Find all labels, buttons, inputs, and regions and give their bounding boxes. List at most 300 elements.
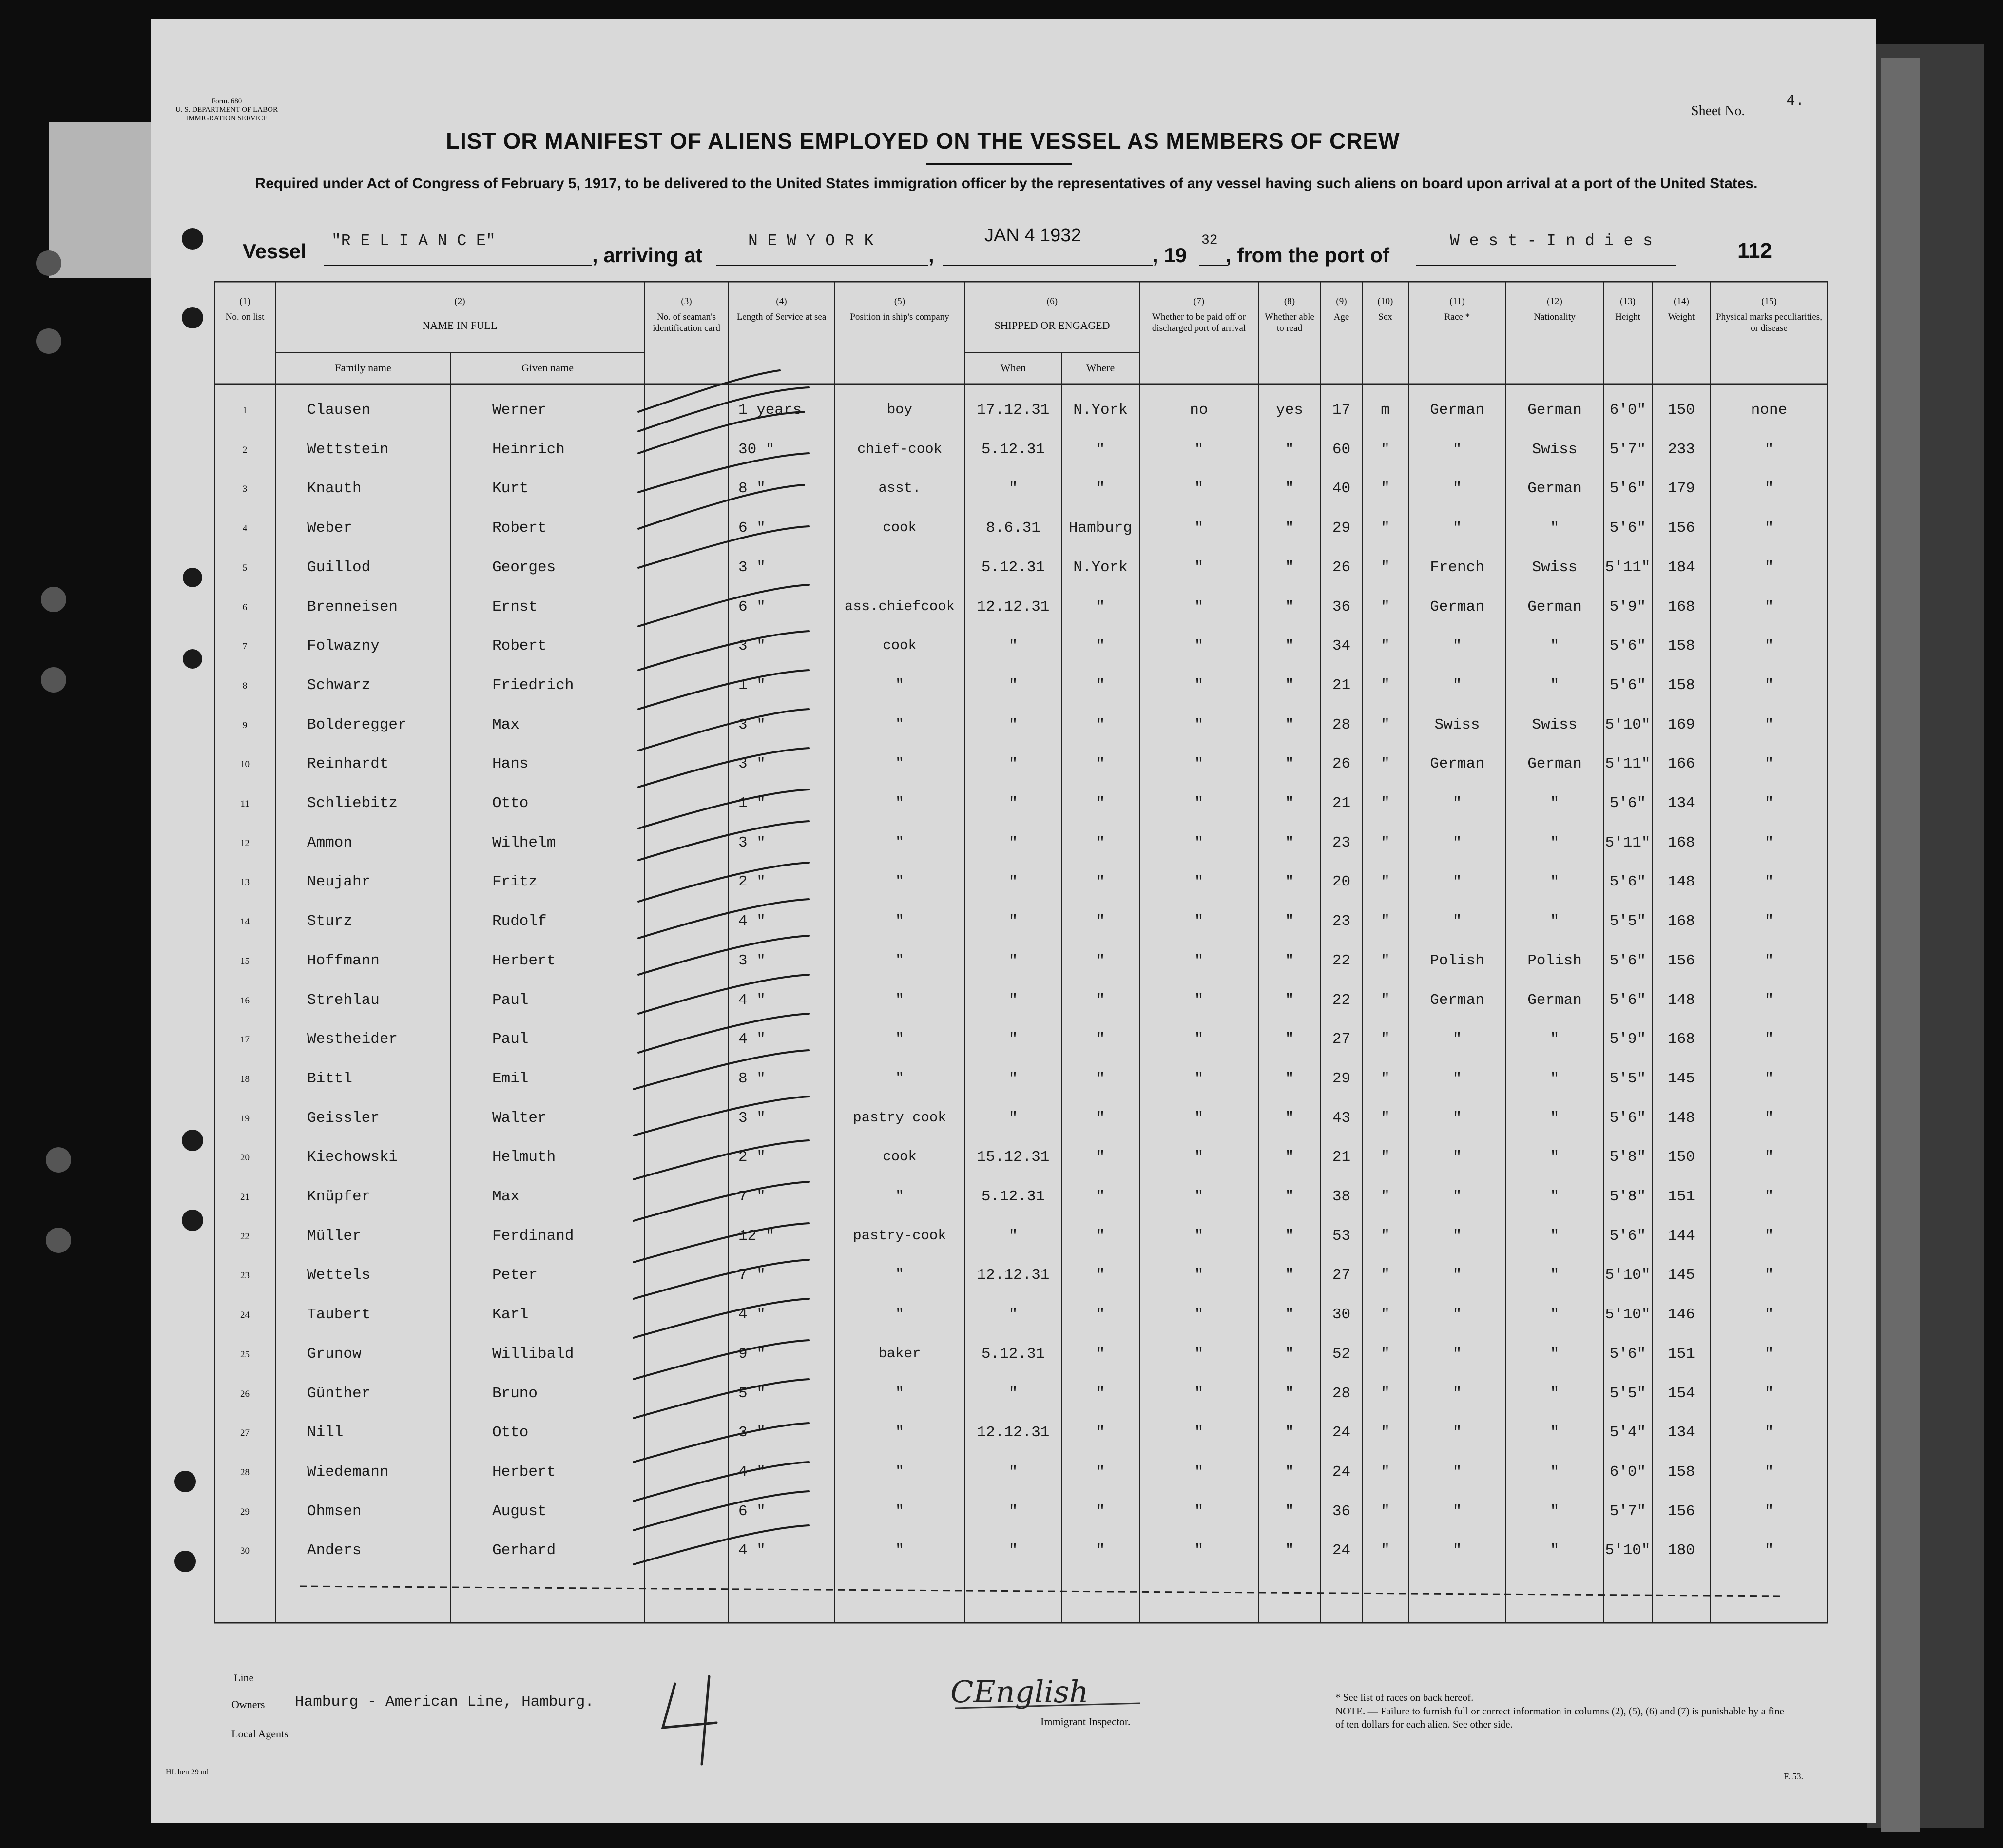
cell-race: German [1430,755,1484,773]
cell-age: 36 [1332,1502,1351,1520]
cell-nat: " [1550,676,1560,694]
cell-nat: " [1550,795,1560,812]
cell-paid: " [1194,1542,1204,1559]
cell-paid: " [1194,558,1204,576]
cell-no: 16 [240,995,250,1006]
form-info [175,97,278,123]
cell-family: Bolderegger [307,716,407,733]
cell-paid: " [1194,1502,1204,1520]
cell-read: yes [1276,402,1303,419]
cell-when: " [1008,1227,1018,1245]
cell-weight: 145 [1668,1070,1695,1087]
column-label: Whether able to read [1265,312,1314,333]
cell-age: 30 [1332,1306,1351,1324]
vessel-name: "R E L I A N C E" [331,232,496,250]
cell-nat: " [1550,1267,1560,1284]
cell-height: 5'11" [1605,558,1651,576]
cell-height: 5'5" [1609,1385,1646,1402]
cell-height: 5'9" [1609,598,1646,616]
cell-nat: " [1550,873,1560,891]
cell-when: 17.12.31 [977,402,1050,419]
cell-height: 5'7" [1609,441,1646,458]
column-sublabel: Family name [335,362,391,374]
cell-sex: " [1381,1542,1390,1559]
cell-paid: " [1194,1031,1204,1048]
column-number: (12) [1547,296,1562,307]
cell-read: " [1285,676,1294,694]
cell-marks: " [1764,1267,1774,1284]
cell-nat: " [1550,1031,1560,1048]
cell-weight: 180 [1668,1542,1695,1559]
cell-marks: " [1764,1109,1774,1127]
cell-no: 17 [240,1035,250,1045]
cell-position: " [895,1031,904,1047]
cell-given: Kurt [492,480,529,498]
cell-weight: 150 [1668,1149,1695,1166]
cell-race: " [1452,1542,1462,1559]
cell-position: " [895,1070,904,1086]
cell-nat: " [1550,1188,1560,1205]
cell-age: 28 [1332,716,1351,733]
handwritten-number [655,1657,658,1662]
cell-where: " [1096,952,1105,969]
cell-service: 5 " [738,1385,766,1402]
cell-height: 5'6" [1609,795,1646,812]
cell-position: pastry cook [853,1109,946,1126]
cell-service: 7 " [738,1267,766,1284]
cell-race: " [1452,1306,1462,1324]
column-number: (1) [239,296,250,307]
cell-paid: " [1194,991,1204,1009]
cell-service: 4 " [738,1463,766,1481]
column-number: (14) [1674,296,1689,307]
cell-race: " [1452,873,1462,891]
cell-when: 5.12.31 [981,441,1045,458]
cell-paid: " [1194,1070,1204,1087]
cell-sex: " [1381,1149,1390,1166]
cell-height: 5'5" [1609,1070,1646,1087]
cell-given: Hans [492,755,529,773]
owners-value: Hamburg - American Line, Hamburg. [295,1694,594,1711]
cell-weight: 154 [1668,1385,1695,1402]
cell-family: Neujahr [307,873,371,891]
cell-paid: " [1194,1345,1204,1363]
cell-height: 5'10" [1605,716,1651,733]
cell-given: Robert [492,637,547,655]
cell-age: 23 [1332,834,1351,851]
column-number: (9) [1336,296,1347,307]
cell-nat: Swiss [1532,716,1578,733]
cell-nat: Polish [1527,952,1582,969]
column-number: (6) [1046,296,1058,307]
owners-label: Owners [231,1698,265,1711]
cell-age: 21 [1332,795,1351,812]
cell-race: " [1452,1267,1462,1284]
cell-no: 11 [240,799,250,809]
column-label: Physical marks peculiarities, or disease [1716,312,1822,333]
cell-height: 6'0" [1609,1463,1646,1481]
cell-no: 2 [242,444,248,455]
cell-when: " [1008,676,1018,694]
cell-race: " [1452,1502,1462,1520]
cell-age: 26 [1332,558,1351,576]
cell-sex: " [1381,795,1390,812]
cell-height: 5'6" [1609,637,1646,655]
cell-nat: " [1550,1109,1560,1127]
cell-service: 3 " [738,558,766,576]
cell-family: Bittl [307,1070,353,1087]
cell-age: 17 [1332,402,1351,419]
cell-service: 6 " [738,1502,766,1520]
cell-nat: " [1550,1070,1560,1087]
cell-no: 19 [240,1113,250,1124]
cell-read: " [1285,1306,1294,1324]
cell-paid: no [1190,402,1208,419]
stamp-number: 112 [1737,239,1772,263]
penalty-note: NOTE. — Failure to furnish full or correct information in columns (2), (5), (6) and (7) is punishable by a fine of ten dollars for each alien. See other side. [1335,1705,1784,1731]
cell-height: 5'6" [1609,952,1646,969]
cell-paid: " [1194,1463,1204,1481]
cell-when: 5.12.31 [981,1188,1045,1205]
cell-where: " [1096,1149,1105,1166]
cell-height: 5'6" [1609,1227,1646,1245]
cell-no: 28 [240,1467,250,1478]
cell-paid: " [1194,480,1204,498]
cell-marks: " [1764,913,1774,930]
cell-marks: " [1764,520,1774,537]
cell-race: " [1452,637,1462,655]
cell-read: " [1285,637,1294,655]
cell-no: 27 [240,1428,250,1439]
cell-sex: m [1381,402,1390,419]
cell-where: Hamburg [1068,520,1133,537]
cell-service: 3 " [738,716,766,733]
cell-read: " [1285,913,1294,930]
column-sublabel: Where [1086,362,1115,374]
cell-when: " [1008,873,1018,891]
vessel-label: Vessel [243,240,307,263]
cell-family: Müller [307,1227,362,1245]
cell-no: 21 [240,1192,250,1202]
cell-marks: " [1764,676,1774,694]
cell-family: Wiedemann [307,1463,389,1481]
cell-where: " [1096,1070,1105,1087]
cell-position: baker [878,1345,921,1362]
cell-weight: 158 [1668,676,1695,694]
cell-marks: " [1764,1070,1774,1087]
cell-read: " [1285,1267,1294,1284]
cell-weight: 134 [1668,1424,1695,1442]
cell-given: Helmuth [492,1149,556,1166]
column-number: (4) [776,296,787,307]
cell-age: 26 [1332,755,1351,773]
column-label: NAME IN FULL [422,319,498,331]
cell-nat: " [1550,834,1560,851]
cell-given: Max [492,1188,520,1205]
column-number: (10) [1377,296,1393,307]
cell-where: " [1096,676,1105,694]
cell-read: " [1285,1149,1294,1166]
cell-read: " [1285,991,1294,1009]
cell-no: 12 [240,838,250,848]
cell-where: " [1096,1031,1105,1048]
cell-position: " [895,755,904,772]
cell-no: 9 [242,720,248,731]
cell-age: 21 [1332,676,1351,694]
from-port: W e s t - I n d i e s [1450,232,1653,250]
cell-family: Clausen [307,402,371,419]
cell-no: 24 [240,1310,250,1321]
cell-service: 3 " [738,952,766,969]
cell-service: 3 " [738,1424,766,1442]
cell-nat: " [1550,637,1560,655]
cell-no: 22 [240,1231,250,1242]
cell-weight: 148 [1668,873,1695,891]
cell-race: German [1430,991,1484,1009]
cell-where: N.York [1073,558,1128,576]
cell-height: 5'6" [1609,480,1646,498]
cell-given: Heinrich [492,441,565,458]
cell-no: 10 [240,759,250,770]
cell-nat: German [1527,402,1582,419]
cell-no: 23 [240,1270,250,1281]
cell-nat: " [1550,1149,1560,1166]
cell-family: Schwarz [307,676,371,694]
cell-no: 5 [242,562,248,573]
cell-sex: " [1381,1070,1390,1087]
cell-marks: " [1764,637,1774,655]
cell-given: Herbert [492,952,556,969]
cell-service: 9 " [738,1345,766,1363]
cell-position: " [895,1385,904,1401]
cell-read: " [1285,1542,1294,1559]
cell-read: " [1285,1188,1294,1205]
cell-where: " [1096,795,1105,812]
cell-position: " [895,1502,904,1519]
cell-no: 30 [240,1546,250,1557]
cell-position: ass.chiefcook [844,598,955,615]
cell-sex: " [1381,834,1390,851]
cell-nat: " [1550,913,1560,930]
cell-age: 52 [1332,1345,1351,1363]
arriving-label: , arriving at [592,244,703,267]
cell-height: 5'11" [1605,755,1651,773]
cell-family: Strehlau [307,991,380,1009]
cell-weight: 158 [1668,637,1695,655]
cell-service: 3 " [738,834,766,851]
cell-given: Karl [492,1306,529,1324]
cell-race: " [1452,441,1462,458]
cell-where: " [1096,1306,1105,1324]
cell-when: 12.12.31 [977,1424,1050,1442]
cell-height: 5'5" [1609,913,1646,930]
cell-read: " [1285,1463,1294,1481]
cell-read: " [1285,598,1294,616]
cell-no: 15 [240,956,250,966]
cell-where: " [1096,1385,1105,1402]
cell-when: " [1008,1109,1018,1127]
cell-age: 34 [1332,637,1351,655]
cell-given: Otto [492,1424,529,1442]
cell-marks: " [1764,716,1774,733]
cell-race: " [1452,795,1462,812]
cell-height: 6'0" [1609,402,1646,419]
cell-sex: " [1381,520,1390,537]
cell-family: Guillod [307,558,371,576]
cell-service: 8 " [738,480,766,498]
cell-family: Taubert [307,1306,371,1324]
cell-position: cook [883,1149,917,1165]
cell-family: Ammon [307,834,353,851]
cell-paid: " [1194,520,1204,537]
cell-paid: " [1194,755,1204,773]
cell-when: 12.12.31 [977,1267,1050,1284]
cell-service: 8 " [738,1070,766,1087]
cell-paid: " [1194,1306,1204,1324]
cell-given: Willibald [492,1345,574,1363]
cell-given: Fritz [492,873,538,891]
cell-age: 21 [1332,1149,1351,1166]
sheet-label: Sheet No. [1691,103,1745,118]
column-number: (15) [1761,296,1777,307]
column-number: (11) [1449,296,1465,307]
cell-nat: " [1550,1385,1560,1402]
cell-race: " [1452,834,1462,851]
cell-weight: 168 [1668,1031,1695,1048]
cell-given: Otto [492,795,529,812]
cell-family: Schliebitz [307,795,398,812]
form-number: Form. 680 [211,97,242,105]
cell-sex: " [1381,1463,1390,1481]
column-number: (3) [681,296,692,307]
cell-family: Westheider [307,1031,398,1048]
cell-weight: 146 [1668,1306,1695,1324]
cell-race: " [1452,1188,1462,1205]
cell-given: Rudolf [492,913,547,930]
cell-position: " [895,795,904,811]
cell-where: " [1096,1267,1105,1284]
cell-when: " [1008,913,1018,930]
cell-service: 4 " [738,991,766,1009]
cell-when: 5.12.31 [981,1345,1045,1363]
cell-age: 24 [1332,1424,1351,1442]
cell-sex: " [1381,913,1390,930]
cell-marks: " [1764,1385,1774,1402]
cell-no: 14 [240,917,250,927]
cell-nat: German [1527,480,1582,498]
cell-read: " [1285,1424,1294,1442]
cell-sex: " [1381,1031,1390,1048]
cell-read: " [1285,558,1294,576]
cell-position: boy [886,402,913,418]
cell-read: " [1285,1502,1294,1520]
cell-service: 1 " [738,795,766,812]
cell-nat: " [1550,1227,1560,1245]
cell-service: 7 " [738,1188,766,1205]
column-label: Race * [1444,312,1470,322]
cell-age: 28 [1332,1385,1351,1402]
cell-family: Sturz [307,913,353,930]
cell-when: " [1008,1306,1018,1324]
column-label: No. on list [225,312,265,322]
cell-where: " [1096,1542,1105,1559]
cell-given: August [492,1502,547,1520]
cell-family: Wettstein [307,441,389,458]
cell-no: 4 [242,523,248,534]
column-label: Sex [1378,312,1392,322]
cell-age: 29 [1332,1070,1351,1087]
from-port-label: , from the port of [1226,244,1389,267]
cell-weight: 168 [1668,913,1695,930]
cell-sex: " [1381,1424,1390,1442]
cell-service: 4 " [738,1542,766,1559]
cell-age: 24 [1332,1542,1351,1559]
cell-sex: " [1381,1188,1390,1205]
cell-no: 29 [240,1506,250,1517]
cell-where: " [1096,598,1105,616]
cell-paid: " [1194,1424,1204,1442]
cell-read: " [1285,1031,1294,1048]
cell-marks: " [1764,1463,1774,1481]
cell-sex: " [1381,1306,1390,1324]
cell-weight: 148 [1668,1109,1695,1127]
cell-height: 5'6" [1609,676,1646,694]
cell-no: 7 [242,641,248,652]
cell-sex: " [1381,952,1390,969]
cell-where: " [1096,1463,1105,1481]
cell-service: 4 " [738,913,766,930]
cell-marks: " [1764,1188,1774,1205]
cell-height: 5'6" [1609,1109,1646,1127]
form-code: F. 53. [1784,1771,1804,1781]
cell-sex: " [1381,1267,1390,1284]
column-sublabel: When [1000,362,1026,374]
cell-read: " [1285,1227,1294,1245]
cell-race: " [1452,1463,1462,1481]
cell-weight: 148 [1668,991,1695,1009]
cell-age: 27 [1332,1267,1351,1284]
cell-paid: " [1194,1227,1204,1245]
column-label: Length of Service at sea [736,312,827,322]
cell-marks: " [1764,1542,1774,1559]
cell-race: " [1452,1385,1462,1402]
cell-given: Wilhelm [492,834,556,851]
cell-height: 5'4" [1609,1424,1646,1442]
cell-read: " [1285,716,1294,733]
column-label: Height [1615,312,1640,322]
cell-age: 60 [1332,441,1351,458]
cell-when: " [1008,1385,1018,1402]
cell-height: 5'9" [1609,1031,1646,1048]
cell-when: 12.12.31 [977,598,1050,616]
cell-nat: " [1550,1345,1560,1363]
cell-weight: 168 [1668,598,1695,616]
cell-marks: " [1764,1227,1774,1245]
cell-weight: 168 [1668,834,1695,851]
column-label: Age [1333,312,1349,322]
cell-family: Ohmsen [307,1502,362,1520]
cell-family: Reinhardt [307,755,389,773]
cell-height: 5'7" [1609,1502,1646,1520]
cell-age: 53 [1332,1227,1351,1245]
cell-marks: " [1764,1149,1774,1166]
cell-weight: 156 [1668,952,1695,969]
cell-nat: Swiss [1532,558,1578,576]
column-label: Nationality [1534,312,1576,322]
local-agents-label: Local Agents [231,1728,289,1740]
cell-marks: " [1764,834,1774,851]
cell-sex: " [1381,1345,1390,1363]
